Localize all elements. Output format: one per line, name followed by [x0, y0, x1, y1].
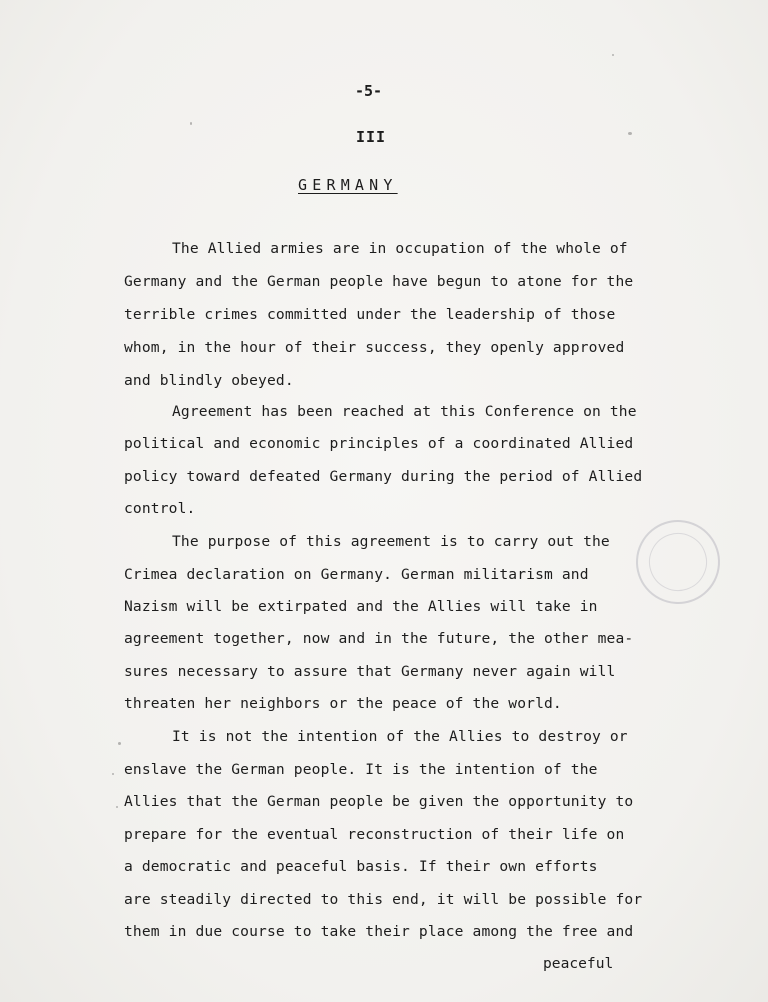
page-number: -5-	[355, 82, 383, 100]
body-line: Crimea declaration on Germany. German militarism and	[124, 566, 589, 583]
body-line: Nazism will be extirpated and the Allies will take in	[124, 598, 598, 615]
section-title: GERMANY	[298, 176, 398, 194]
body-line: political and economic principles of a coordinated Allied	[124, 435, 634, 452]
body-line: policy toward defeated Germany during the period of Allied	[124, 468, 643, 485]
body-line: threaten her neighbors or the peace of the world.	[124, 695, 562, 712]
catchword: peaceful	[543, 955, 614, 972]
body-line: control.	[124, 500, 196, 517]
paper-speck	[118, 742, 121, 745]
body-line: sures necessary to assure that Germany never again will	[124, 663, 616, 680]
body-line: Allies that the German people be given the opportunity to	[124, 793, 634, 810]
paper-speck	[190, 122, 192, 125]
body-line: enslave the German people. It is the intention of the	[124, 761, 598, 778]
body-line: The purpose of this agreement is to carry out the	[172, 533, 610, 550]
body-line: prepare for the eventual reconstruction of their life on	[124, 826, 625, 843]
body-line: agreement together, now and in the future, the other mea-	[124, 630, 634, 647]
paper-speck	[612, 54, 614, 56]
body-line: Germany and the German people have begun to atone for the	[124, 273, 634, 290]
archive-stamp-icon	[625, 509, 731, 615]
body-line: them in due course to take their place among the free and	[124, 923, 634, 940]
paper-speck	[116, 806, 118, 808]
body-line: are steadily directed to this end, it will be possible for	[124, 891, 643, 908]
body-line: a democratic and peaceful basis. If their own efforts	[124, 858, 598, 875]
paper-speck	[112, 773, 114, 775]
body-line: whom, in the hour of their success, they openly approved	[124, 339, 625, 356]
section-number: III	[356, 128, 387, 146]
body-line: The Allied armies are in occupation of the whole of	[172, 240, 628, 257]
body-line: Agreement has been reached at this Conference on the	[172, 403, 637, 420]
body-line: and blindly obeyed.	[124, 372, 294, 389]
paper-speck	[628, 132, 632, 135]
body-line: It is not the intention of the Allies to destroy or	[172, 728, 628, 745]
body-line: terrible crimes committed under the leadership of those	[124, 306, 616, 323]
